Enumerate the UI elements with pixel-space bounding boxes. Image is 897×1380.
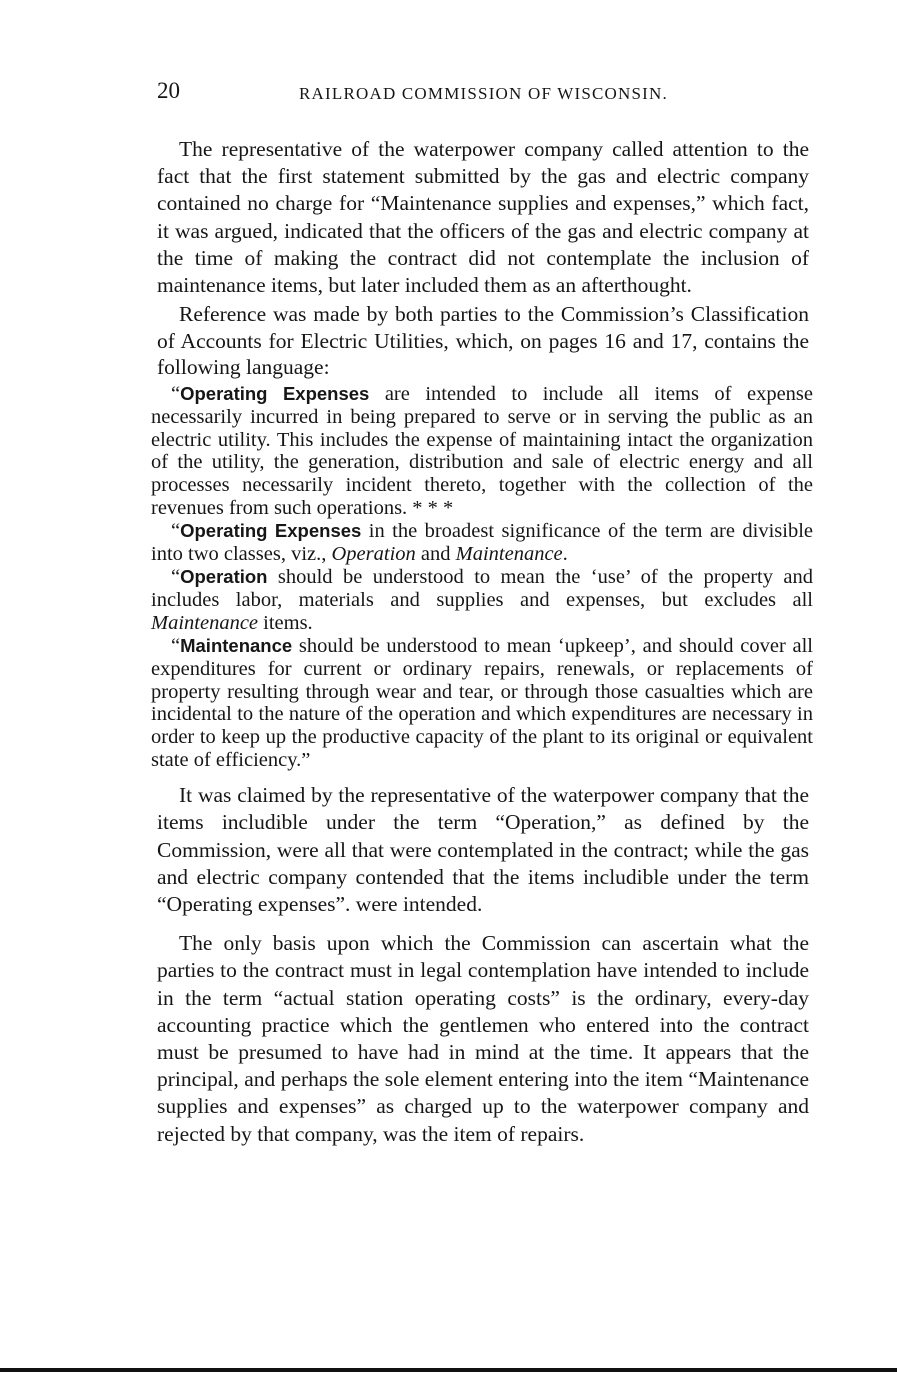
quote-operating-expenses-definition xyxy=(151,383,813,520)
page-number: 20 xyxy=(157,78,180,103)
quote-text: in the broadest significance of the term are divisible into two classes, viz., xyxy=(151,520,813,566)
quote-term-operation: Operation xyxy=(180,565,268,587)
quote-text: and xyxy=(415,543,456,566)
paragraph-commission-basis: The only basis upon which the Commission can ascertain what the parties to the contract must in legal contemplation have intended to include in the term “actual station operating costs” is the ordinary, every-day accounting practice which the gentlemen who entered into the contract must be presumed to have had in mind at the time. It appears that the principal, and perhaps the sole element entering into the item “Maintenance supplies and expenses” as charged up to the waterpower company and rejected by that company, was the item of repairs. xyxy=(157,931,809,1146)
quote-maintenance-definition xyxy=(151,635,813,772)
paragraph-claims: It was claimed by the representative of the waterpower company that the items includible under the term “Operation,” as defined by the Commission, were all that were contemplated in the contract; while the gas and electric company contended that the items includible under the term “Operating expenses”. were intended. xyxy=(157,783,809,916)
emphasis-maintenance: Maintenance xyxy=(455,543,563,566)
quote-text: should be understood to mean ‘upkeep’, and should cover all expenditures for current or ordinary repairs, renewals, or replacements of property resulting through wear and tear, or through those casualties which are incidental to the nature of the operation and which expenditures are necessary in order to keep up the productive capacity of the plant to its original or equivalent state of efficiency.” xyxy=(151,634,813,772)
quote-term-operating-expenses: Operating Expenses xyxy=(180,382,370,404)
emphasis-operation: Operation xyxy=(331,543,416,566)
running-title: RAILROAD COMMISSION OF WISCONSIN. xyxy=(299,84,668,103)
emphasis-maintenance: Maintenance xyxy=(151,611,259,634)
quote-open-mark: “ xyxy=(171,634,181,657)
quote-text: should be understood to mean the ‘use’ of the property and includes labor, materials and supplies and expenses, but excludes all xyxy=(151,565,813,611)
quote-open-mark: “ xyxy=(171,565,181,588)
quote-operation-definition xyxy=(151,566,813,635)
quote-text: items. xyxy=(258,611,313,634)
quote-term-operating-expenses: Operating Expenses xyxy=(180,520,362,542)
quote-operating-expenses-classes xyxy=(151,520,813,566)
page-header xyxy=(157,78,807,108)
quote-open-mark: “ xyxy=(171,382,181,405)
bottom-border-rule xyxy=(0,1368,897,1372)
quote-term-maintenance: Maintenance xyxy=(180,634,293,656)
quote-text: . xyxy=(562,543,568,566)
paragraph-classification-reference: Reference was made by both parties to the Commission’s Classification of Accounts for Electric Utilities, which, on pages 16 and 17, contains the following language: xyxy=(157,302,809,380)
paragraph-waterpower-argument: The representative of the waterpower company called attention to the fact that the first statement submitted by the gas and electric company contained no charge for “Maintenance supplies and expenses,” which fact, it was argued, indicated that the officers of the gas and electric company at the time of making the contract did not contemplate the inclusion of maintenance items, but later included them as an afterthought. xyxy=(157,137,809,298)
quote-open-mark: “ xyxy=(171,520,181,543)
body-text xyxy=(151,136,813,1148)
quote-text: are intended to include all items of expense necessarily incurred in being prepared to serve or in serving the public as an electric utility. This includes the expense of maintaining intact the organization of the utility, the generation, distribution and sale of electric energy and all processes necessarily incident thereto, together with the collection of the revenues from such operations. * * * xyxy=(151,382,813,520)
